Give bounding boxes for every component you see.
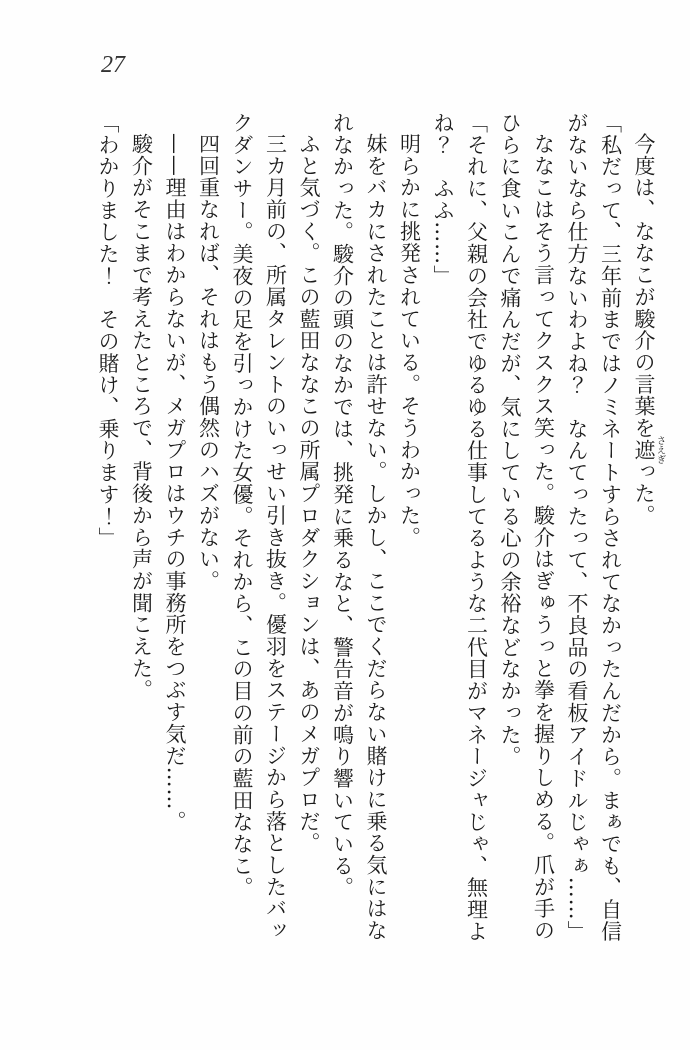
paragraph: ふと気づく。この藍田ななこの所属プロダクションは、あのメガプロだ。 xyxy=(297,133,321,855)
paragraph: 妹をバカにされたことは許せない。しかし、ここでくだらない賭けに乗る気にはなれなかった。駿介の頭のなかでは、挑発に乗るなと、警告音が鳴り響いている。 xyxy=(330,112,388,942)
paragraph: 明らかに挑発されている。そうわかった。 xyxy=(397,133,422,549)
paragraph: ——理由はわからないが、メガプロはウチの事務所をつぶす気だ……。 xyxy=(163,133,187,833)
paragraph: 三カ月前の、所属タレントのいっせい引き抜き。優羽をステージから落としたバックダンサー。美夜の足を引っかけた女優。それから、この目の前の藍田ななこ。 xyxy=(230,112,288,942)
page-text xyxy=(91,112,666,945)
page-number: 27 xyxy=(101,52,125,78)
paragraph: 四回重なれば、それはもう偶然のハズがない。 xyxy=(196,133,221,592)
paragraph: 「わかりました！ その賭け、乗ります！」 xyxy=(96,112,120,549)
paragraph: 「それに、父親の会社でゆるゆる仕事してるような二代目がマネージャじゃ、無理よね？ ふふ……」 xyxy=(431,112,489,943)
furigana-annotated-word: 遮さえぎ xyxy=(632,435,666,465)
paragraph: 今度は、ななこが駿介の言葉を遮さえぎった。 xyxy=(632,133,666,527)
paragraph: 「私だって、三年前まではノミネートすらされてなかったんだから。まぁでも、自信がないなら仕方ないわよね？ なんてったって、不良品の看板アイドルじゃぁ……」 xyxy=(565,112,623,943)
paragraph: ななこはそう言ってクスクス笑った。駿介はぎゅうっと拳を握りしめる。爪が手のひらに食いこんで痛んだが、気にしている心の余裕などなかった。 xyxy=(498,112,556,942)
paragraph: 駿介がそこまで考えたところで、背後から声が聞こえた。 xyxy=(129,133,154,702)
